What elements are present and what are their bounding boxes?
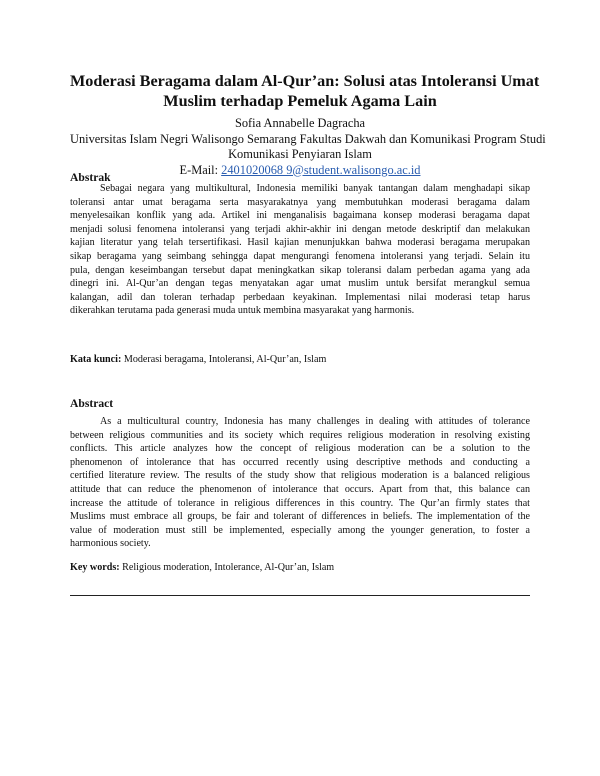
abstrak-body <box>70 182 530 318</box>
abstract-line: attitude that can reduce the phenomenon of intolerance that occurs. Apart from that, this balance can <box>70 483 530 495</box>
abstrak-line: toleransi antar umat beragama serta masyarakatnya yang membutuhkan moderasi beragama dalam <box>70 196 530 208</box>
abstract-line: between religious communities and its society which requires religious moderation in resolving existing <box>70 429 530 441</box>
abstract-line: As a multicultural country, Indonesia has many challenges in dealing with attitudes of tolerance <box>100 416 530 427</box>
abstract-line: harmonious society. <box>70 538 151 550</box>
kata-kunci <box>70 353 530 366</box>
abstract-heading: Abstract <box>70 397 114 410</box>
abstrak-heading: Abstrak <box>70 171 111 184</box>
section-divider <box>70 595 530 596</box>
abstract-line: conflicts. This article analyzes how the concept of religious moderation can be a solution to the <box>70 443 530 455</box>
key-words <box>70 561 530 574</box>
abstract-line: phenomenon of intolerance that has occurred recently using descriptive methods and conducting a <box>70 456 530 468</box>
title-line-2: Muslim terhadap Pemeluk Agama Lain <box>163 92 437 110</box>
abstrak-line: kajian literatur yang telah tersertifikasi. Hasil kajian menunjukkan bahwa moderasi beragama merupakan <box>70 237 530 249</box>
email-line <box>70 163 530 179</box>
email-label: E-Mail: <box>179 162 219 177</box>
abstrak-line: Sebagai negara yang multikultural, Indonesia memiliki banyak tantangan dalam menghadapi sikap <box>100 183 530 194</box>
abstract-line: certified literature review. The results of the study show that religious moderation is a balanced religious <box>70 470 530 482</box>
affiliation-line-2: Komunikasi Penyiaran Islam <box>228 147 372 161</box>
key-words-label: Key words: <box>70 562 120 573</box>
author-name: Sofia Annabelle Dagracha <box>234 116 366 130</box>
abstrak-line: pula, dengan keseimbangan tersebut dapat meningkatkan sikap toleransi dalam perbedan agama yang ada <box>70 264 530 276</box>
abstract-line: increase the attitude of tolerance in religious differences in this country. The Qur’an firmly states that <box>70 497 530 509</box>
abstrak-line: dinegri ini. Al-Qur’an dengan tegas menyatakan agar umat muslim untuk bersifat merangkul semua <box>70 278 530 290</box>
abstrak-line: menyelesaikan konflik yang ada. Artikel ini menganalisis bagaimana konsep moderasi beragama dapat <box>70 210 530 222</box>
kata-kunci-values: Moderasi beragama, Intoleransi, Al-Qur’an, Islam <box>121 354 327 365</box>
abstract-body <box>70 415 530 551</box>
title-line-1: Moderasi Beragama dalam Al-Qur’an: Solusi atas Intoleransi Umat <box>70 72 540 90</box>
abstract-line: value of moderation must still be implemented, especially among the younger generation, to foster a <box>70 524 530 536</box>
affiliation-line-1: Universitas Islam Negri Walisongo Semarang Fakultas Dakwah dan Komunikasi Program Studi <box>70 131 546 146</box>
key-words-values: Religious moderation, Intolerance, Al-Qur’an, Islam <box>119 562 335 573</box>
paper-title <box>70 71 540 111</box>
abstract-line: Muslims must embrace all groups, be fair and tolerant of differences in beliefs. The implementation of the <box>70 511 530 523</box>
author-block <box>70 116 546 178</box>
kata-kunci-label: Kata kunci: <box>70 354 122 365</box>
abstrak-line: sikap beragama yang seimbang sehingga dapat mengurangi fenomena intoleransi yang terjadi. Selain itu <box>70 250 530 262</box>
abstrak-line: menjadi solusi fenomena intoleransi yang terjadi akhir-akhir ini dengan metode deskriptif dan melakukan <box>70 223 530 235</box>
abstrak-line: kalangan, adil dan toleran terhadap perbedaan keyakinan. Implementasi nilai moderasi tetap harus <box>70 291 530 303</box>
email-link[interactable]: 2401020068 9@student.walisongo.ac.id <box>221 162 421 177</box>
abstrak-line: dikerahkan terutama pada generasi muda untuk membina masyarakat yang harmonis. <box>70 305 415 317</box>
